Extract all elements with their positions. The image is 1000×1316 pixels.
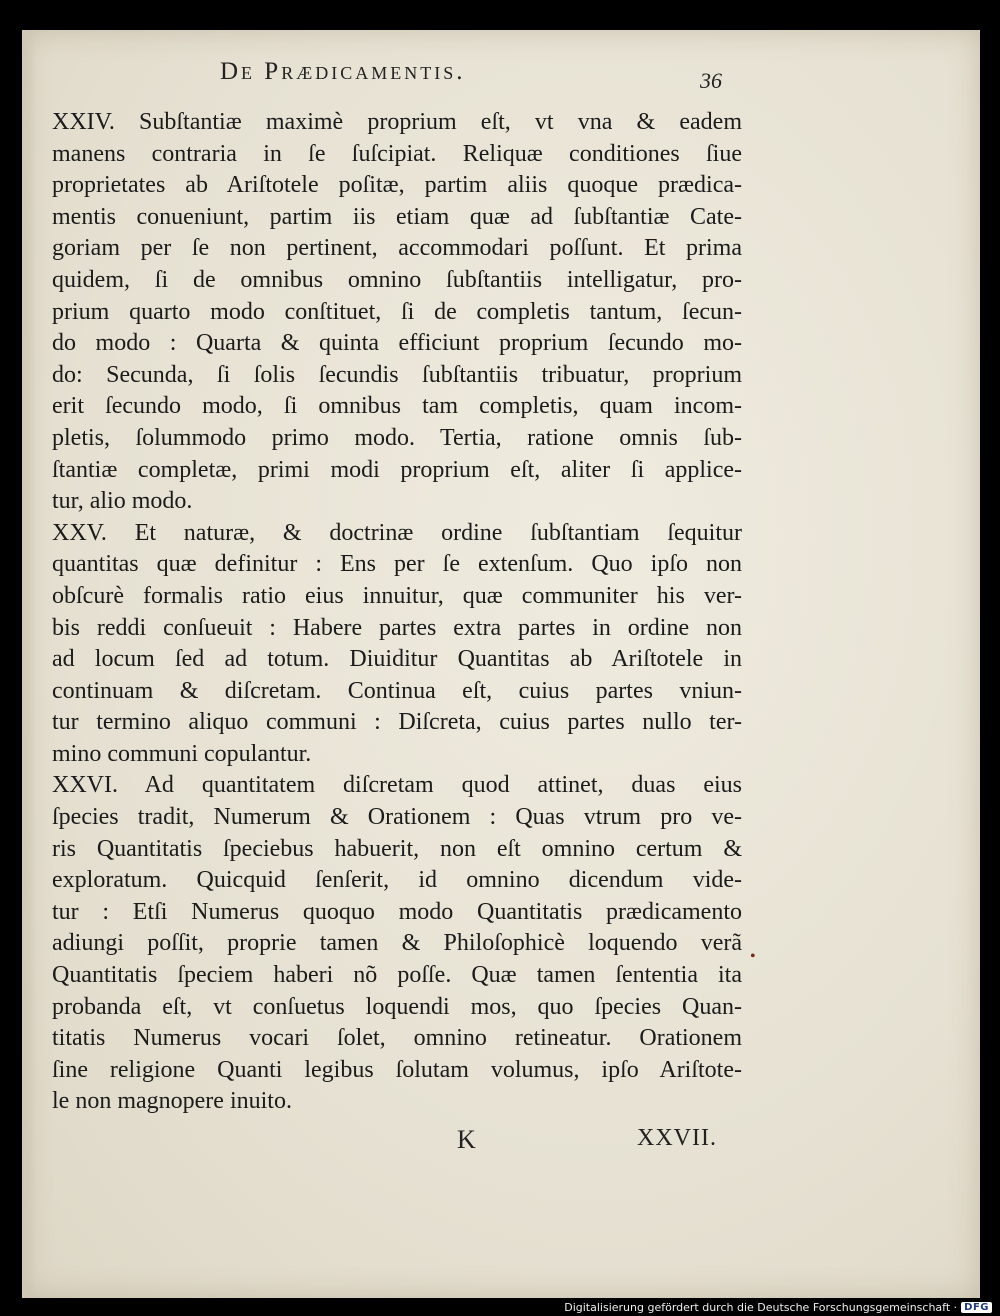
text-line: XXIV. Subſtantiæ maximè proprium eſt, vt vna & eadem <box>52 109 742 135</box>
text-line: tur : Etſi Numerus quoquo modo Quantitatis prædicamento <box>52 898 742 925</box>
text-line: proprietates ab Ariſtotele poſitæ, partim aliis quoque prædica- <box>52 172 742 199</box>
text-line: ad locum ſed ad totum. Diuiditur Quantitas ab Ariſtotele in <box>52 646 742 673</box>
text-line: ſtantiæ completæ, primi modi proprium eſt, aliter ſi applice- <box>52 456 742 483</box>
text-line: pletis, ſolummodo primo modo. Tertia, ratione omnis ſub- <box>52 424 742 451</box>
digitization-credit <box>564 1301 992 1314</box>
margin-mark: • <box>750 948 756 965</box>
running-title: De Prædicamentis. <box>220 58 466 85</box>
text-line: do: Secunda, ſi ſolis ſecundis ſubſtantiis tribuatur, proprium <box>52 361 742 388</box>
signature-mark: K <box>457 1125 476 1154</box>
text-line: goriam per ſe non pertinent, accommodari poſſunt. Et prima <box>52 235 742 262</box>
text-line: mentis conueniunt, partim iis etiam quæ ad ſubſtantiæ Cate- <box>52 203 742 230</box>
folio-number: 36 <box>700 68 722 93</box>
text-line: mino communi copulantur. <box>52 740 312 767</box>
page-gutter-shadow <box>22 30 36 1298</box>
text-line: obſcurè formalis ratio eius innuitur, quæ communiter his ver- <box>52 582 742 609</box>
dfg-logo: DFG <box>961 1302 992 1313</box>
text-line: Quantitatis ſpeciem haberi nõ poſſe. Quæ tamen ſententia ita <box>52 962 742 989</box>
text-line: quantitas quæ definitur : Ens per ſe extenſum. Quo ipſo non <box>52 551 742 578</box>
text-line: le non magnopere inuito. <box>52 1088 292 1115</box>
text-line: continuam & diſcretam. Continua eſt, cuius partes vniun- <box>52 677 742 704</box>
credit-text: Digitalisierung gefördert durch die Deutsche Forschungsgemeinschaft · <box>564 1301 958 1314</box>
text-line: exploratum. Quicquid ſenſerit, id omnino dicendum vide- <box>52 867 742 894</box>
text-line: ſine religione Quanti legibus ſolutam volumus, ipſo Ariſtote- <box>52 1056 742 1083</box>
text-line: quidem, ſi de omnibus omnino ſubſtantiis intelligatur, pro- <box>52 266 742 293</box>
text-line: manens contraria in ſe ſuſcipiat. Reliquæ conditiones ſiue <box>52 140 742 167</box>
text-line: titatis Numerus vocari ſolet, omnino retineatur. Orationem <box>52 1025 742 1052</box>
body-text <box>52 107 742 1118</box>
text-line: prium quarto modo conſtituet, ſi de completis tantum, ſecun- <box>52 298 742 325</box>
text-line: tur, alio modo. <box>52 488 193 515</box>
text-line: erit ſecundo modo, ſi omnibus tam completis, quam incom- <box>52 393 742 420</box>
text-line: bis reddi conſueuit : Habere partes extra partes in ordine non <box>52 614 742 641</box>
catchword: XXVII. <box>637 1125 717 1151</box>
text-line: probanda eſt, vt conſuetus loquendi mos, quo ſpecies Quan- <box>52 993 742 1020</box>
text-line: tur termino aliquo communi : Diſcreta, cuius partes nullo ter- <box>52 709 742 736</box>
text-line: do modo : Quarta & quinta efficiunt proprium ſecundo mo- <box>52 330 742 357</box>
text-line: ris Quantitatis ſpeciebus habuerit, non eſt omnino certum & <box>52 835 742 862</box>
text-line: XXV. Et naturæ, & doctrinæ ordine ſubſtantiam ſequitur <box>52 519 742 546</box>
text-line: adiungi poſſit, proprie tamen & Philoſophicè loquendo verã <box>52 930 742 957</box>
text-line: XXVI. Ad quantitatem diſcretam quod attinet, duas eius <box>52 772 742 799</box>
text-line: ſpecies tradit, Numerum & Orationem : Quas vtrum pro ve- <box>52 804 742 831</box>
